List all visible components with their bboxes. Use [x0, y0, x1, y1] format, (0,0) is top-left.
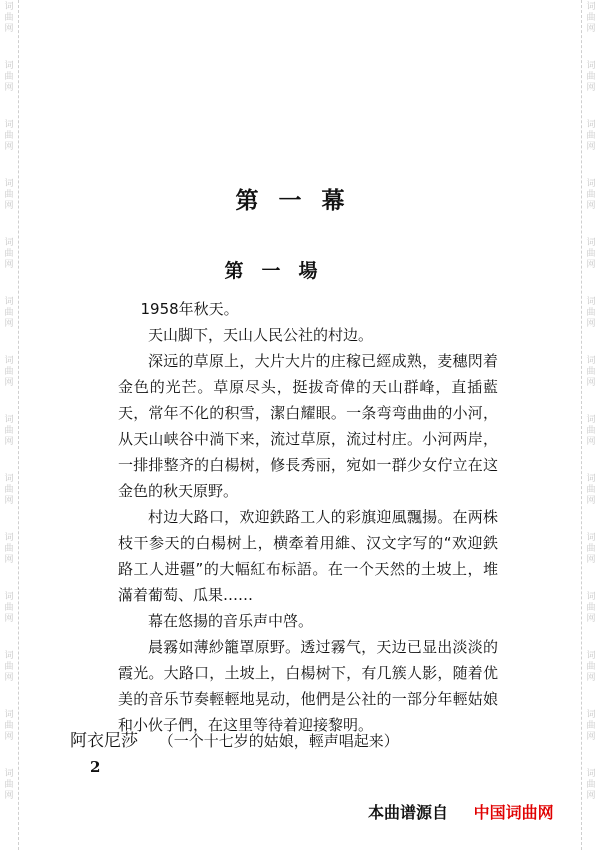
source-site-link[interactable]: 中国词曲网	[473, 803, 554, 822]
scene-title: 第一場	[224, 260, 336, 282]
act-title: 第一幕	[235, 188, 365, 214]
watermark-text: 词曲网	[586, 533, 596, 565]
watermark-text: 词曲网	[4, 710, 14, 742]
watermark-text: 词曲网	[586, 651, 596, 683]
watermark-text: 词曲网	[586, 61, 596, 93]
paragraph-road: 村边大路口，欢迎鉄路工人的彩旗迎風飄揚。在两株枝干参天的白楊树上，横牽着用維、汉文字写的“欢迎鉄路工人进疆”的大幅紅布标語。在一个天然的土坡上，堆滿着葡萄、瓜果……	[118, 508, 498, 604]
page-number: 2	[90, 758, 101, 776]
left-watermark-strip	[0, 0, 19, 850]
paragraph-landscape: 深远的草原上，大片大片的庄稼已經成熟，麦穗閃着金色的光芒。草原尽头，挺拔奇偉的天山群峰，直插藍天，常年不化的积雪，潔白耀眼。一条弯弯曲曲的小河，从天山峡谷中淌下来，流过草原，流过村庄。小河两岸，一排排整齐的白楊树，修長秀丽，宛如一群少女佇立在这金色的秋天原野。	[118, 352, 498, 500]
watermark-text: 词曲网	[4, 533, 14, 565]
paragraph-dawn: 晨霧如薄紗籠罩原野。透过霧气，天边已显出淡淡的霞光。大路口，土坡上，白楊树下，有几簇人影，随着优美的音乐节奏輕輕地晃动，他們是公社的一部分年輕姑娘和小伙子們，在这里等待着迎接黎明。	[118, 638, 498, 734]
source-label: 本曲谱源自	[368, 803, 449, 822]
watermark-text: 词曲网	[586, 592, 596, 624]
watermark-text: 词曲网	[586, 179, 596, 211]
source-note	[368, 800, 554, 823]
speaker-direction: （一个十七岁的姑娘，輕声唱起来）	[158, 732, 399, 750]
watermark-text: 词曲网	[4, 297, 14, 329]
watermark-text: 词曲网	[4, 769, 14, 801]
speaker-line	[70, 726, 399, 751]
watermark-text: 词曲网	[4, 651, 14, 683]
watermark-text: 词曲网	[4, 356, 14, 388]
watermark-text: 词曲网	[4, 474, 14, 506]
watermark-text: 词曲网	[4, 61, 14, 93]
watermark-text: 词曲网	[586, 2, 596, 34]
watermark-text: 词曲网	[586, 356, 596, 388]
watermark-text: 词曲网	[4, 238, 14, 270]
watermark-text: 词曲网	[586, 297, 596, 329]
watermark-text: 词曲网	[586, 710, 596, 742]
watermark-text: 词曲网	[4, 120, 14, 152]
watermark-text: 词曲网	[586, 120, 596, 152]
watermark-text: 词曲网	[4, 2, 14, 34]
watermark-text: 词曲网	[586, 415, 596, 447]
watermark-text: 词曲网	[586, 769, 596, 801]
right-watermark-strip	[581, 0, 600, 850]
paragraph-curtain: 幕在悠揚的音乐声中啓。	[148, 612, 314, 630]
watermark-text: 词曲网	[4, 592, 14, 624]
watermark-text: 词曲网	[4, 415, 14, 447]
watermark-text: 词曲网	[4, 179, 14, 211]
paragraph-time: 1958年秋天。	[140, 300, 239, 318]
speaker-name: 阿衣尼莎	[70, 731, 138, 751]
stage-directions	[118, 296, 498, 738]
watermark-text: 词曲网	[586, 474, 596, 506]
paragraph-place: 天山脚下，天山人民公社的村边。	[148, 326, 374, 344]
watermark-text: 词曲网	[586, 238, 596, 270]
